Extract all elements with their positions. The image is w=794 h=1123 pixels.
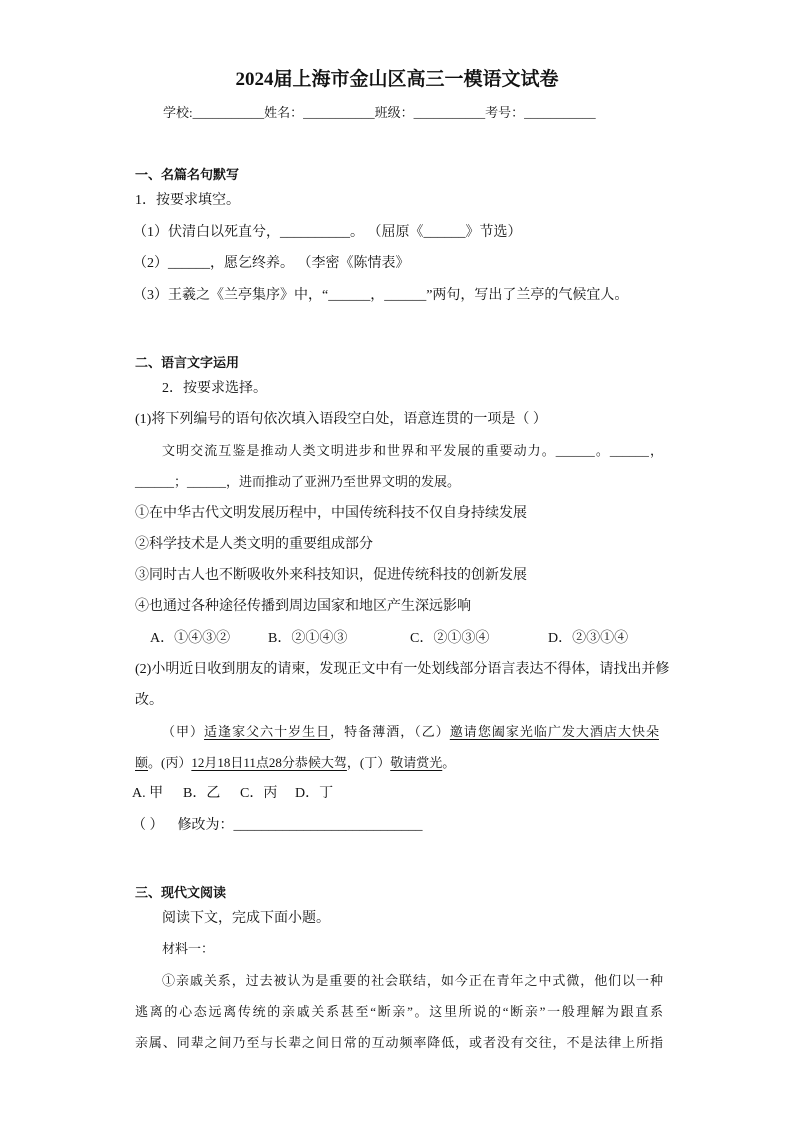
sentence-option: ③同时古人也不断吸收外来科技知识，促进传统科技的创新发展 [135, 568, 527, 583]
choice-a: A. 甲 [132, 786, 164, 801]
underlined-phrase: 适逢家父六十岁生日 [204, 724, 331, 739]
exam-number-label: 考号： [485, 105, 525, 120]
question1-item: （2）______，愿乞终养。 （李密《陈情表》 [133, 256, 410, 271]
sentence-option: ①在中华古代文明发展历程中，中国传统科技不仅自身持续发展 [135, 506, 527, 521]
section2-heading: 二、语言文字运用 [135, 355, 240, 370]
material-line: 逃离的心态远离传统的亲戚关系甚至“断亲”。这里所说的“断亲”一般理解为跟直系 [135, 1004, 663, 1019]
question2-part1-stem: (1)将下列编号的语句依次填入语段空白处，语意连贯的一项是（ ） [135, 412, 547, 427]
sentence-option: ④也通过各种途径传播到周边国家和地区产生深远影响 [135, 599, 471, 614]
question2-part2-stem: (2)小明近日收到朋友的请柬，发现正文中有一处划线部分语言表达不得体，请找出并修 [135, 662, 670, 677]
choice-d: D．丁 [295, 786, 334, 801]
question1-stem: 1．按要求填空。 [135, 193, 240, 208]
name-blank: ___________ [303, 105, 375, 120]
question2-part2-stem: 改。 [135, 693, 163, 708]
passage-line: ______；______，进而推动了亚洲乃至世界文明的发展。 [135, 474, 461, 489]
question2-stem: 2．按要求选择。 [162, 381, 267, 396]
name-label: 姓名： [264, 105, 304, 120]
school-blank: ___________ [192, 105, 265, 120]
answer-label: 修改为： [177, 818, 234, 833]
underlined-phrase: 颐 [135, 755, 149, 770]
choice-c: C．②①③④ [410, 631, 490, 646]
school-label: 学校: [163, 105, 193, 120]
answer-line [132, 817, 423, 835]
reading-intro: 阅读下文，完成下面小题。 [162, 911, 330, 926]
choice-a: A．①④③② [150, 631, 231, 646]
class-label: 班级： [374, 105, 414, 120]
material-line: ①亲戚关系，过去被认为是重要的社会联结，如今正在青年之中式微，他们以一种 [162, 973, 663, 988]
choice-b: B．②①④③ [268, 631, 348, 646]
answer-blank: ___________________________ [233, 818, 423, 833]
choice-b: B．乙 [183, 786, 221, 801]
section3-heading: 三、现代文阅读 [135, 885, 227, 900]
invitation-text: 。(丙） [148, 755, 192, 770]
exam-number-blank: ___________ [524, 105, 596, 120]
choice-c: C．丙 [240, 786, 278, 801]
invitation-text: ，(丁） [346, 755, 391, 770]
material-label: 材料一： [162, 941, 215, 956]
underlined-phrase: 邀请您阖家光临广发大酒店大快朵 [449, 724, 659, 739]
underlined-phrase: 12月18日11点28分恭候大驾 [191, 755, 347, 770]
question1-item: （3）王羲之《兰亭集序》中，“______，______”两句，写出了兰亭的气候宜人。 [133, 288, 629, 303]
choice-d: D．②③①④ [548, 631, 629, 646]
student-info-line [163, 104, 596, 122]
passage-line: 文明交流互鉴是推动人类文明进步和世界和平发展的重要动力。______。______， [162, 443, 663, 458]
sentence-option: ②科学技术是人类文明的重要组成部分 [135, 537, 373, 552]
class-blank: ___________ [413, 105, 486, 120]
invitation-text: ，特备薄酒，（乙） [330, 724, 450, 739]
answer-paren: （ ） [132, 818, 164, 833]
material-line: 亲属、同辈之间乃至与长辈之间日常的互动频率降低，或者没有交往，不是法律上所指 [135, 1035, 663, 1050]
invitation-line [135, 754, 455, 772]
invitation-text: 。 [442, 755, 456, 770]
invitation-text: （甲） [162, 724, 205, 739]
section1-heading: 一、名篇名句默写 [135, 167, 240, 182]
exam-title: 2024届上海市金山区高三一模语文试卷 [235, 69, 559, 90]
question1-item: （1）伏清白以死直兮，__________。 （屈原《______》节选） [133, 225, 522, 240]
invitation-line [162, 723, 659, 741]
underlined-phrase: 敬请赏光 [390, 755, 443, 770]
